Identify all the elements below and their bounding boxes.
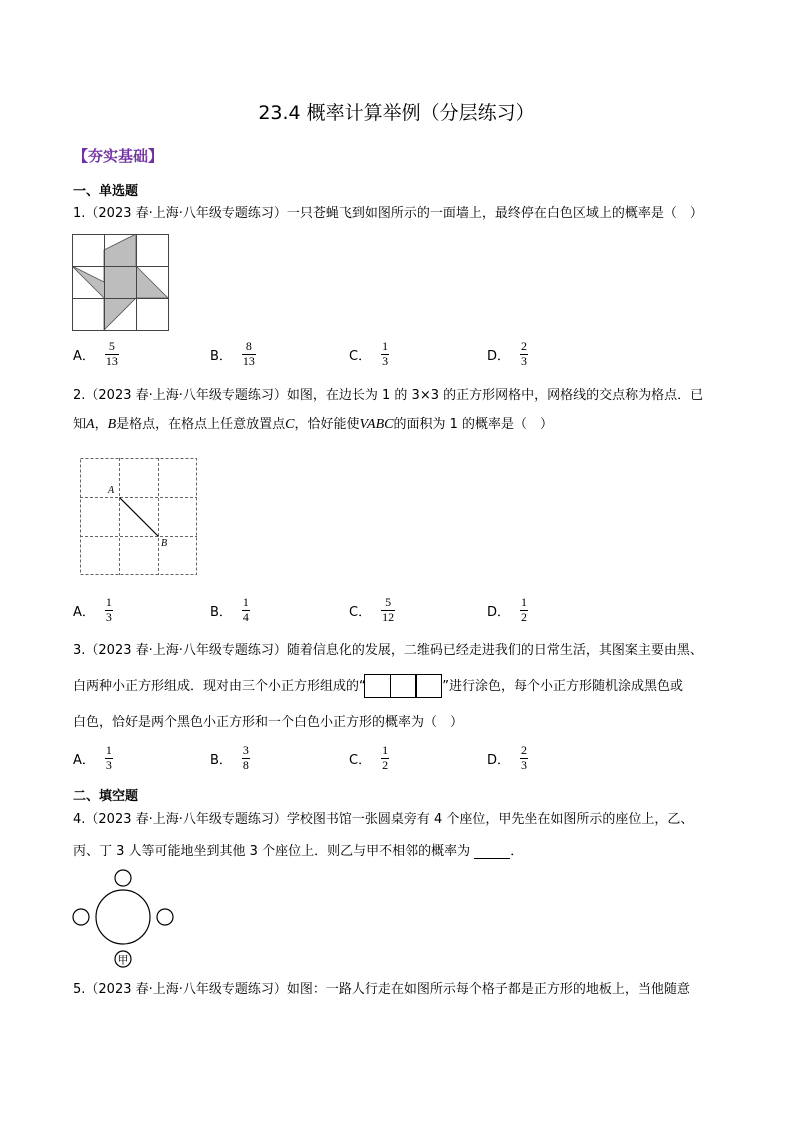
question-2-options xyxy=(73,596,573,632)
question-3-line2: 白两种小正方形组成．现对由三个小正方形组成的“ ”进行涂色，每个小正方形随机涂成黑色或 xyxy=(73,674,683,698)
question-4-line2: 丙、丁 3 人等可能地坐到其他 3 个座位上．则乙与甲不相邻的概率为 ． xyxy=(73,844,524,859)
question-3-options xyxy=(73,744,573,780)
q2-option-b[interactable]: B． $\frac{1}{4}$ xyxy=(210,595,249,624)
three-squares-figure xyxy=(366,674,443,698)
q1-option-b[interactable]: B． $\frac{8}{13}$ xyxy=(210,339,255,368)
question-2-line1: 2.（2023 春·上海·八年级专题练习）如图，在边长为 1 的 3×3 的正方形网格中，网格线的交点称为格点．已 xyxy=(73,388,704,403)
question-1-figure xyxy=(72,234,170,332)
q3-option-d[interactable]: D． $\frac{2}{3}$ xyxy=(487,743,528,772)
q2-option-c[interactable]: C． $\frac{5}{12}$ xyxy=(349,595,395,624)
question-1-options xyxy=(73,340,573,376)
segment-ab xyxy=(120,498,159,537)
seat-left xyxy=(73,909,89,925)
q3-option-b[interactable]: B． $\frac{3}{8}$ xyxy=(210,743,249,772)
page-title: 23.4 概率计算举例（分层练习） xyxy=(258,102,535,124)
q3-option-a[interactable]: A． $\frac{1}{3}$ xyxy=(73,743,112,772)
question-2-grid-figure xyxy=(78,456,200,578)
question-4-line1: 4.（2023 春·上海·八年级专题练习）学校图书馆一张圆桌旁有 4 个座位，甲先坐在如图所示的座位上，乙、 xyxy=(73,812,694,827)
gray-star-shape xyxy=(72,234,168,330)
q1-option-d[interactable]: D． $\frac{2}{3}$ xyxy=(487,339,528,368)
round-table xyxy=(96,890,150,944)
question-5-line1: 5.（2023 春·上海·八年级专题练习）如图：一路人行走在如图所示每个格子都是正方形的地板上，当他随意 xyxy=(73,982,690,997)
section-label: 【夯实基础】 xyxy=(73,147,164,165)
q2-option-d[interactable]: D． $\frac{1}{2}$ xyxy=(487,595,528,624)
point-b-label: B xyxy=(161,538,168,549)
question-2-line2: 知A，B是格点，在格点上任意放置点C，恰好能使VABC的面积为 1 的概率是（ ） xyxy=(73,417,554,432)
q2-option-a[interactable]: A． $\frac{1}{3}$ xyxy=(73,595,112,624)
q1-option-c[interactable]: C． $\frac{1}{3}$ xyxy=(349,339,389,368)
question-4-table-figure xyxy=(68,868,178,972)
seat-right xyxy=(157,909,173,925)
heading-single-choice: 一、单选题 xyxy=(73,184,139,199)
question-3-line1: 3.（2023 春·上海·八年级专题练习）随着信息化的发展，二维码已经走进我们的日常生活，其图案主要由黑、 xyxy=(73,643,703,658)
seat-top xyxy=(115,870,131,886)
heading-fill-blank: 二、填空题 xyxy=(73,789,139,804)
question-1-text: 1.（2023 春·上海·八年级专题练习）一只苍蝇飞到如图所示的一面墙上，最终停在白色区域上的概率是（ ） xyxy=(73,206,703,221)
seat-label-jia: 甲 xyxy=(117,953,129,967)
question-3-line3: 白色，恰好是两个黑色小正方形和一个白色小正方形的概率为（ ） xyxy=(73,715,464,730)
q3-option-c[interactable]: C． $\frac{1}{2}$ xyxy=(349,743,389,772)
answer-blank[interactable] xyxy=(474,845,510,859)
point-a-label: A xyxy=(108,485,115,496)
q1-option-a[interactable]: A． $\frac{5}{13}$ xyxy=(73,339,118,368)
